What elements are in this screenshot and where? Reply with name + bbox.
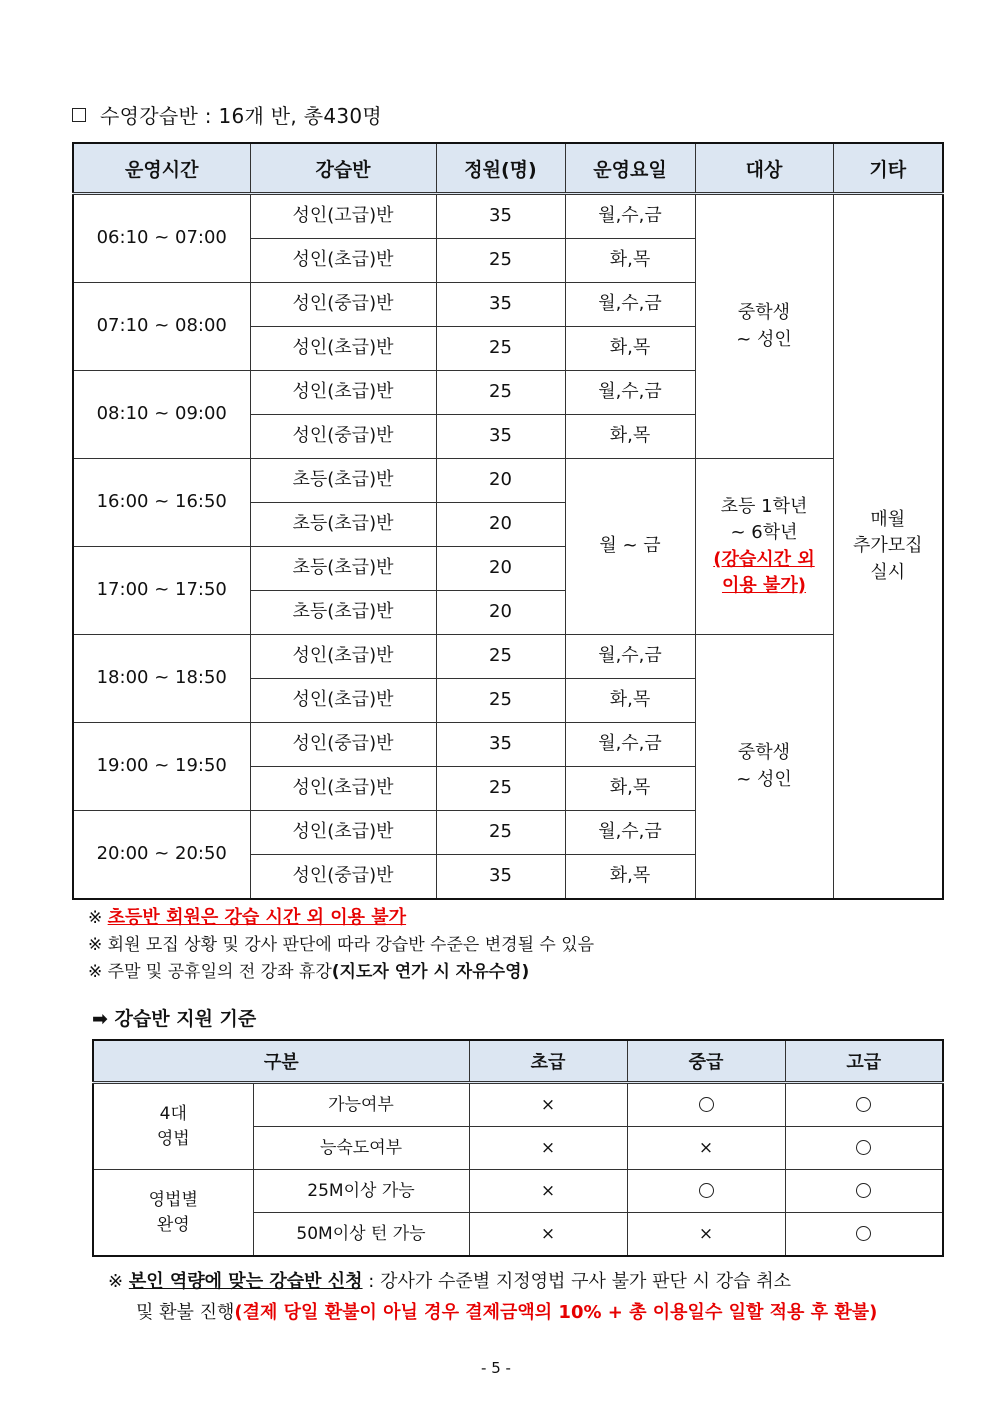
days-cell: 월,수,금	[565, 283, 695, 327]
group-cell	[93, 1170, 253, 1257]
target-line: 중학생	[737, 742, 791, 764]
header-etc: 기타	[833, 143, 943, 194]
capacity-cell: 35	[436, 194, 565, 239]
group-line: 4대	[159, 1103, 187, 1124]
criteria-header-row	[93, 1040, 943, 1083]
class-cell: 성인(초급)반	[250, 767, 436, 811]
note-mark: ※	[88, 935, 103, 955]
capacity-cell: 25	[436, 679, 565, 723]
arrow-icon: ➡	[92, 1008, 108, 1030]
capacity-cell: 25	[436, 327, 565, 371]
note-text-bold: (지도자 연가 시 자유수영)	[331, 962, 530, 982]
target-cell-elementary	[695, 459, 833, 635]
circle-icon	[856, 1140, 871, 1155]
class-cell: 성인(초급)반	[250, 635, 436, 679]
footnote	[108, 1266, 938, 1328]
class-cell: 성인(중급)반	[250, 283, 436, 327]
note-line	[88, 904, 594, 932]
advanced-cell	[785, 1213, 943, 1257]
target-line: 초등 1학년	[720, 496, 808, 518]
target-cell-adult-1	[695, 194, 833, 459]
header-category: 구분	[93, 1040, 469, 1083]
target-note: (강습시간 외	[713, 548, 815, 570]
table-row	[93, 1170, 943, 1213]
target-line: 중학생	[737, 302, 791, 324]
capacity-cell: 35	[436, 723, 565, 767]
section-title-text: 수영강습반 : 16개 반, 총430명	[100, 104, 383, 128]
days-cell: 화,목	[565, 415, 695, 459]
time-cell: 07:10 ~ 08:00	[73, 283, 250, 371]
capacity-cell: 20	[436, 459, 565, 503]
days-cell: 화,목	[565, 679, 695, 723]
circle-icon	[699, 1183, 714, 1198]
section-title	[72, 100, 382, 129]
days-cell: 월,수,금	[565, 811, 695, 855]
table-row	[73, 459, 943, 503]
note-text: 초등반 회원은 강습 시간 외 이용 불가	[107, 907, 407, 928]
days-cell: 월,수,금	[565, 194, 695, 239]
class-cell: 성인(중급)반	[250, 723, 436, 767]
beginner-cell	[469, 1170, 627, 1213]
advanced-cell	[785, 1127, 943, 1170]
intermediate-cell	[627, 1213, 785, 1257]
time-cell: 06:10 ~ 07:00	[73, 194, 250, 283]
capacity-cell: 25	[436, 635, 565, 679]
capacity-cell: 20	[436, 503, 565, 547]
time-cell: 20:00 ~ 20:50	[73, 811, 250, 900]
header-target: 대상	[695, 143, 833, 194]
target-line: ~ 성인	[736, 328, 792, 350]
capacity-cell: 35	[436, 415, 565, 459]
note-text: 회원 모집 상황 및 강사 판단에 따라 강습반 수준은 변경될 수 있음	[107, 935, 595, 955]
class-cell: 성인(초급)반	[250, 239, 436, 283]
class-cell: 초등(초급)반	[250, 503, 436, 547]
class-cell: 성인(초급)반	[250, 371, 436, 415]
etc-line: 실시	[870, 561, 906, 583]
days-cell: 월,수,금	[565, 371, 695, 415]
class-cell: 초등(초급)반	[250, 459, 436, 503]
beginner-cell	[469, 1127, 627, 1170]
circle-icon	[699, 1097, 714, 1112]
time-cell: 19:00 ~ 19:50	[73, 723, 250, 811]
footnote-line	[108, 1266, 938, 1297]
circle-icon	[856, 1226, 871, 1241]
capacity-cell: 35	[436, 283, 565, 327]
class-cell: 성인(중급)반	[250, 855, 436, 900]
etc-line: 매월	[870, 509, 906, 531]
group-cell	[93, 1083, 253, 1170]
cross-icon: ×	[540, 1094, 556, 1115]
header-beginner: 초급	[469, 1040, 627, 1083]
notes	[88, 904, 594, 986]
etc-line: 추가모집	[852, 535, 923, 557]
days-cell: 화,목	[565, 327, 695, 371]
cross-icon: ×	[698, 1223, 714, 1244]
intermediate-cell	[627, 1083, 785, 1127]
capacity-cell: 35	[436, 855, 565, 900]
class-cell: 초등(초급)반	[250, 547, 436, 591]
footnote-mark: ※	[108, 1271, 124, 1292]
cross-icon: ×	[540, 1137, 556, 1158]
time-cell: 16:00 ~ 16:50	[73, 459, 250, 547]
capacity-cell: 25	[436, 811, 565, 855]
cross-icon: ×	[698, 1137, 714, 1158]
group-line: 영법	[156, 1128, 190, 1149]
capacity-cell: 20	[436, 547, 565, 591]
capacity-cell: 25	[436, 371, 565, 415]
schedule-table	[72, 142, 944, 900]
capacity-cell: 20	[436, 591, 565, 635]
group-line: 영법별	[148, 1189, 198, 1210]
table-row	[93, 1083, 943, 1127]
target-cell-adult-2	[695, 635, 833, 900]
header-capacity: 정원(명)	[436, 143, 565, 194]
days-cell-elementary: 월 ~ 금	[565, 459, 695, 635]
schedule-header-row	[73, 143, 943, 194]
note-text: 주말 및 공휴일의 전 강좌 휴강	[107, 962, 332, 982]
criteria-title: 강습반 지원 기준	[114, 1008, 257, 1030]
group-line: 완영	[156, 1214, 190, 1235]
class-cell: 성인(초급)반	[250, 811, 436, 855]
item-cell: 능숙도여부	[253, 1127, 469, 1170]
cross-icon: ×	[540, 1180, 556, 1201]
beginner-cell	[469, 1213, 627, 1257]
time-cell: 08:10 ~ 09:00	[73, 371, 250, 459]
days-cell: 월,수,금	[565, 635, 695, 679]
etc-cell	[833, 194, 943, 900]
target-line: ~ 성인	[736, 768, 792, 790]
header-days: 운영요일	[565, 143, 695, 194]
table-row	[73, 194, 943, 239]
header-class: 강습반	[250, 143, 436, 194]
table-row	[73, 635, 943, 679]
header-intermediate: 중급	[627, 1040, 785, 1083]
footnote-text: : 강사가 수준별 지정영법 구사 불가 판단 시 강습 취소	[362, 1271, 791, 1292]
header-time: 운영시간	[73, 143, 250, 194]
footnote-label: 본인 역량에 맞는 강습반 신청	[128, 1271, 363, 1292]
days-cell: 월,수,금	[565, 723, 695, 767]
days-cell: 화,목	[565, 855, 695, 900]
item-cell: 25M이상 가능	[253, 1170, 469, 1213]
note-mark: ※	[88, 962, 103, 982]
criteria-heading	[92, 1004, 256, 1031]
page-number: - 5 -	[481, 1359, 511, 1377]
checkbox-icon	[72, 108, 86, 122]
intermediate-cell	[627, 1127, 785, 1170]
capacity-cell: 25	[436, 767, 565, 811]
time-cell: 17:00 ~ 17:50	[73, 547, 250, 635]
capacity-cell: 25	[436, 239, 565, 283]
target-note: 이용 불가)	[721, 574, 807, 596]
criteria-table	[92, 1039, 944, 1257]
footnote-red: (결제 당일 환불이 아닐 경우 결제금액의 10% + 총 이용일수 일할 적용 후 환불)	[234, 1302, 878, 1323]
class-cell: 초등(초급)반	[250, 591, 436, 635]
cross-icon: ×	[540, 1223, 556, 1244]
time-cell: 18:00 ~ 18:50	[73, 635, 250, 723]
note-line	[88, 932, 594, 959]
note-line	[88, 959, 594, 986]
beginner-cell	[469, 1083, 627, 1127]
days-cell: 화,목	[565, 767, 695, 811]
footnote-line	[108, 1297, 938, 1328]
advanced-cell	[785, 1083, 943, 1127]
class-cell: 성인(초급)반	[250, 327, 436, 371]
note-mark: ※	[88, 908, 103, 928]
class-cell: 성인(중급)반	[250, 415, 436, 459]
item-cell: 가능여부	[253, 1083, 469, 1127]
target-line: ~ 6학년	[730, 522, 798, 544]
class-cell: 성인(고급)반	[250, 194, 436, 239]
header-advanced: 고급	[785, 1040, 943, 1083]
item-cell: 50M이상 턴 가능	[253, 1213, 469, 1257]
circle-icon	[856, 1183, 871, 1198]
footnote-text: 및 환불 진행	[136, 1302, 235, 1323]
advanced-cell	[785, 1170, 943, 1213]
circle-icon	[856, 1097, 871, 1112]
class-cell: 성인(초급)반	[250, 679, 436, 723]
intermediate-cell	[627, 1170, 785, 1213]
days-cell: 화,목	[565, 239, 695, 283]
